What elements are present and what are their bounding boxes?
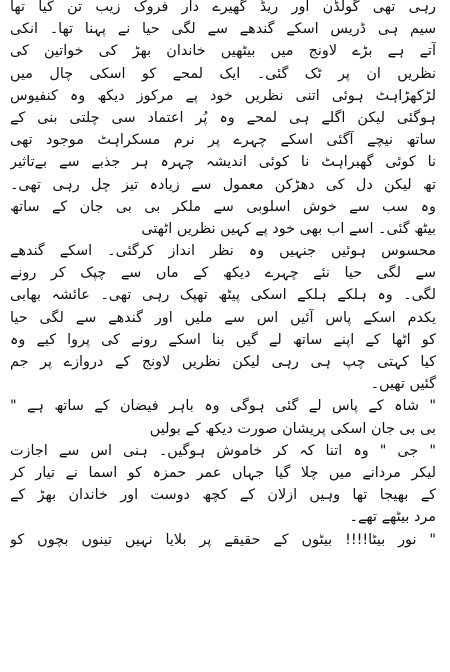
- text-line: مرد بیٹھے تھے۔: [349, 509, 436, 526]
- text-line: ہوگئی لیکن اگلے ہی لمحے وہ پُر اعتماد سی چلتی بنی کے: [10, 109, 436, 126]
- text-line: لڑکھڑاہٹ ہوئی اتنی نظریں خود پے مرکوز دیکھ وہ کنفیوس: [10, 87, 436, 104]
- text-line: " نور بیٹا!!!! بیٹوں کے حقیقے پر بلایا نہیں تینوں بچوں کو: [10, 531, 436, 548]
- text-line: نا کوئی گھبراہٹ نا کوئی اندیشہ چہرہ ہر جذبے سے بےتاثیر: [10, 154, 436, 171]
- text-line: یکدم اسکے پاس آئیں اس سے ملیں اور گندھے سے لگی حیا: [10, 309, 436, 326]
- text-line: تھ لیکن دل کی دھڑکن معمول سے زیادہ تیز چل رہی تھی۔: [10, 176, 436, 193]
- text-line: " شاہ کے پاس لے گئی ہوگی وہ باہر فیضان کے ساتھ ہے ": [10, 398, 436, 415]
- text-line: گئیں تھیں۔: [370, 376, 436, 393]
- text-line: بیٹھ گئی۔ اسے اب بھی خود پے کہیں نظریں اٹھتی: [141, 220, 436, 237]
- text-line: محسوس ہوئیں جنہیں وہ نظر انداز کرگئی۔ اسکے گندھے: [10, 243, 436, 260]
- text-line: سے لگی حیا نئے چہرے دیکھ کے ماں سے چپک کر رونے: [10, 265, 436, 282]
- text-line: ساتھ نیچے آگئی اسکے چہرے پر نرم مسکراہٹ موجود تھی: [10, 132, 436, 149]
- text-line: رہی تھی گولڈن اور ریڈ گھیرے دار فروک زیب تن کیا تھا: [10, 0, 436, 15]
- text-line: وہ سب سے خوش اسلوبی سے ملکر بی بی جان کے ساتھ: [10, 198, 436, 215]
- text-line: بی بی جان اسکی پریشان صورت دیکھ کے بولیں: [149, 420, 436, 437]
- text-line: " جی " وہ اتنا کہ کر خاموش ہوگیں۔ ہنی اس سے اجازت: [10, 442, 436, 459]
- text-line: لیکر مردانے میں چلا گیا جہاں عمر حمزہ کو اسما نے تیار کر: [10, 464, 436, 481]
- text-line: کیا کہتی چپ ہی رہی لیکن نظریں لاونج کے دروازے پر جم: [10, 354, 436, 370]
- text-line: کے بھیجا تھا وہیں ازلان کے کچھ دوست اور خاندان بھڑ کے: [10, 487, 436, 504]
- urdu-story-text: [10, 0, 436, 551]
- text-line: نظریں ان پر ٹک گئی۔ ایک لمحے کو اسکی چال میں: [10, 65, 436, 82]
- text-line: سیم ہی ڈریس اسکے گندھے سے لگی حیا نے پہنا تھا۔ انکی: [10, 21, 436, 38]
- text-line: کو اٹھا کے اپنے ساتھ لے گیں بنا اسکے رونے کی پروا کیے وہ: [10, 331, 436, 348]
- text-line: لگی۔ وہ ہلکے ہلکے اسکی پیٹھ تھپک رہی تھی۔ عائشہ بھابی: [10, 287, 436, 304]
- text-line: آتے ہے بڑے لاونج میں بیٹھیں خاندان بھڑ کی خواتین کی: [10, 43, 436, 60]
